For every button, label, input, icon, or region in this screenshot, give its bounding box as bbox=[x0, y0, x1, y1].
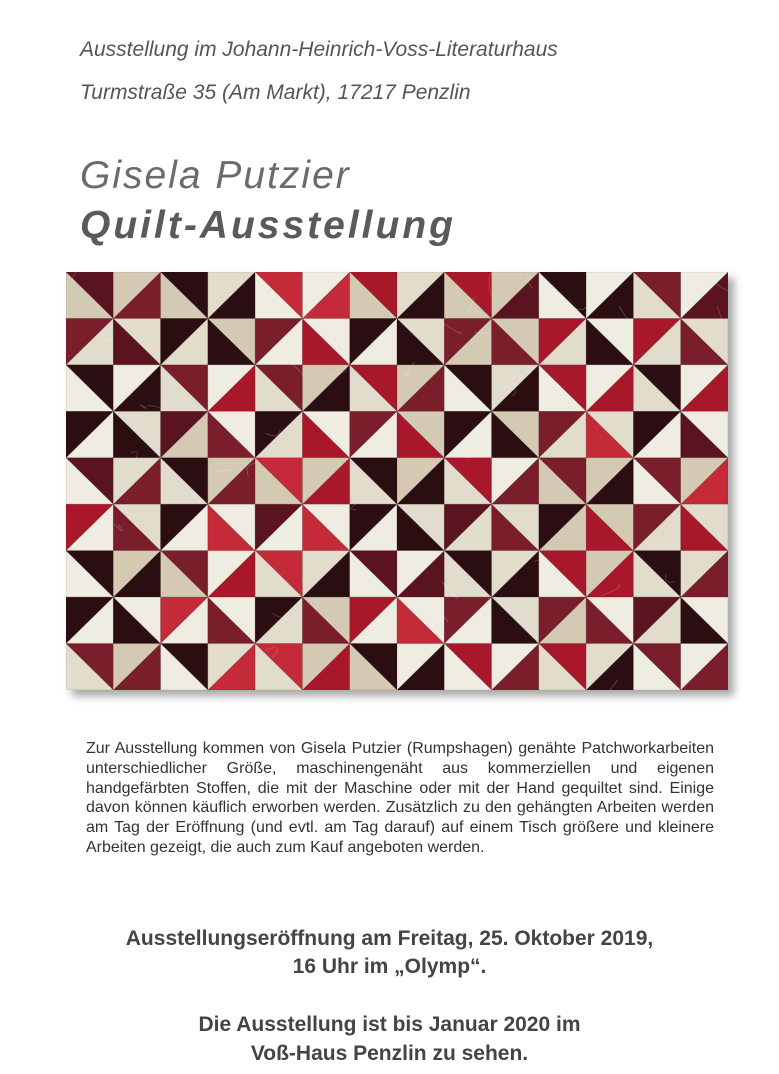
quilt-image bbox=[66, 272, 728, 690]
duration-line-2: Voß-Haus Penzlin zu sehen. bbox=[250, 1042, 529, 1065]
duration-line-1: Die Ausstellung ist bis Januar 2020 im bbox=[198, 1013, 581, 1036]
opening-time-line: 16 Uhr im „Olymp“. bbox=[292, 955, 487, 978]
venue-address-line: Turmstraße 35 (Am Markt), 17217 Penzlin bbox=[80, 81, 471, 104]
exhibition-title: Quilt-Ausstellung bbox=[80, 204, 456, 247]
exhibition-description: Zur Ausstellung kommen von Gisela Putzier (Rumpshagen) genähte Patchworkarbeiten unterschiedlicher Größe, maschinengenäht aus kommerziellen und eigenen handgefärbten Stoffen, die mit der Maschine oder mit der Hand gequiltet sind. Einige davon können käuflich erworben werden. Zusätzlich zu den gehängten Arbeiten werden am Tag der Eröffnung (und evtl. am Tag darauf) auf einem Tisch größere und kleinere Arbeiten gezeigt, die auch zum Kauf angeboten werden. bbox=[86, 740, 714, 856]
artist-name: Gisela Putzier bbox=[80, 154, 351, 197]
venue-line-1: Ausstellung im Johann-Heinrich-Voss-Literaturhaus bbox=[80, 38, 558, 61]
opening-date-line: Ausstellungseröffnung am Freitag, 25. Oktober 2019, bbox=[125, 927, 654, 950]
quilt-photo bbox=[66, 272, 728, 690]
exhibition-duration bbox=[40, 1010, 739, 1068]
opening-announcement bbox=[40, 925, 739, 981]
